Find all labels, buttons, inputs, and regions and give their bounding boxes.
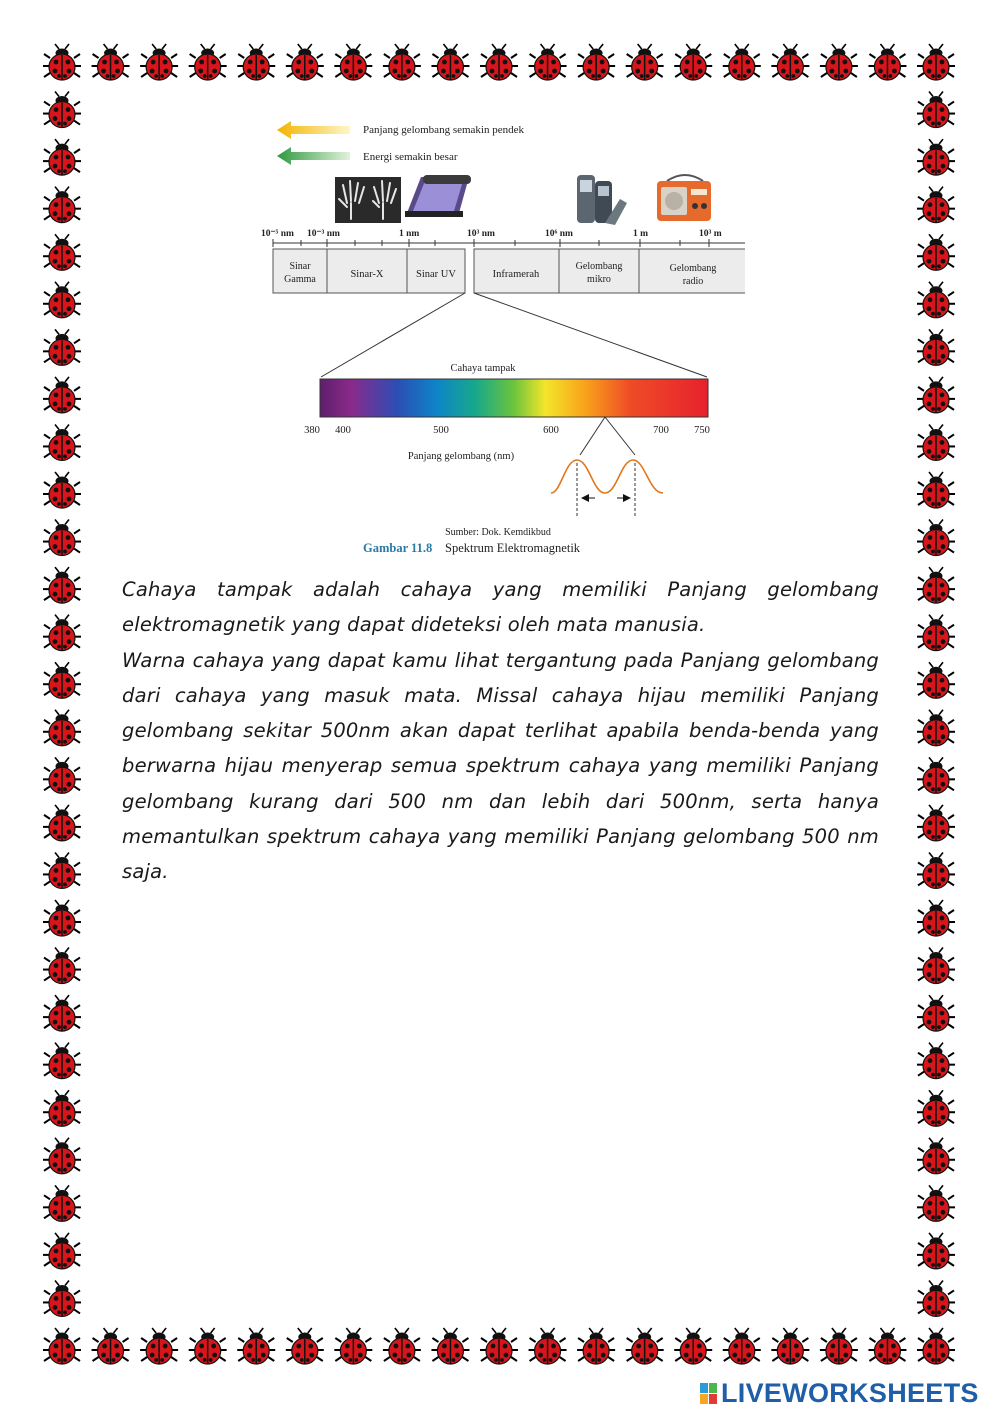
tick-label: 750 bbox=[694, 425, 710, 436]
ladybug-icon bbox=[43, 377, 81, 413]
wavelength-axis-label: Panjang gelombang (nm) bbox=[407, 451, 515, 462]
ladybug-icon bbox=[917, 92, 955, 128]
ladybug-icon bbox=[43, 1185, 81, 1221]
tick-label: 400 bbox=[335, 425, 351, 436]
ladybug-icon bbox=[43, 567, 81, 603]
band-gamma-line2: Gamma bbox=[284, 274, 316, 285]
ladybug-icon bbox=[917, 567, 955, 603]
ladybug-icon bbox=[723, 44, 761, 80]
ladybug-icon bbox=[917, 377, 955, 413]
ladybug-icon bbox=[92, 44, 130, 80]
ladybug-icon bbox=[189, 1328, 227, 1364]
ladybug-icon bbox=[334, 44, 372, 80]
uv-lamp-image bbox=[405, 175, 471, 217]
ladybug-icon bbox=[917, 520, 955, 556]
ladybug-icon bbox=[43, 139, 81, 175]
ladybug-icon bbox=[43, 329, 81, 365]
scale-labels bbox=[261, 229, 722, 239]
mobile-phones-image bbox=[577, 175, 627, 225]
ladybug-icon bbox=[43, 900, 81, 936]
ladybug-icon bbox=[43, 805, 81, 841]
ladybug-icon bbox=[917, 710, 955, 746]
ladybug-icon bbox=[92, 1328, 130, 1364]
ladybug-icon bbox=[431, 44, 469, 80]
tick-label: 380 bbox=[304, 425, 320, 436]
visible-ticks bbox=[304, 425, 710, 436]
ladybug-icon bbox=[917, 187, 955, 223]
ladybug-icon bbox=[917, 1090, 955, 1126]
ladybug-icon bbox=[43, 948, 81, 984]
ladybug-icon bbox=[43, 472, 81, 508]
ladybug-icon bbox=[820, 1328, 858, 1364]
scale-label: 10³ nm bbox=[467, 229, 495, 239]
ladybug-icon bbox=[189, 44, 227, 80]
ladybug-icon bbox=[917, 329, 955, 365]
ladybug-icon bbox=[43, 1090, 81, 1126]
ladybug-icon bbox=[480, 1328, 518, 1364]
band-gamma-line1: Sinar bbox=[289, 261, 311, 272]
ladybug-icon bbox=[917, 1043, 955, 1079]
ladybug-icon bbox=[917, 1233, 955, 1269]
figure-caption-text: Spektrum Elektromagnetik bbox=[445, 541, 581, 555]
ladybug-icon bbox=[43, 92, 81, 128]
ladybug-icon bbox=[43, 852, 81, 888]
band-infrared: Inframerah bbox=[492, 269, 540, 280]
arrow-shorter-wavelength bbox=[277, 121, 350, 139]
band-radio-line1: Gelombang bbox=[669, 263, 717, 274]
ladybug-icon bbox=[577, 1328, 615, 1364]
ladybug-icon bbox=[383, 44, 421, 80]
figure-caption-number: Gambar 11.8 bbox=[363, 541, 433, 555]
ladybug-icon bbox=[917, 995, 955, 1031]
arrow-short-label: Panjang gelombang semakin pendek bbox=[363, 124, 524, 136]
ladybug-icon bbox=[43, 1233, 81, 1269]
tick-label: 700 bbox=[653, 425, 669, 436]
ladybug-icon bbox=[529, 1328, 567, 1364]
figure-source: Sumber: Dok. Kemdikbud bbox=[445, 527, 551, 538]
ladybug-icon bbox=[334, 1328, 372, 1364]
ladybug-icon bbox=[917, 615, 955, 651]
ladybug-icon bbox=[286, 44, 324, 80]
paragraph: Cahaya tampak adalah cahaya yang memiliki Panjang gelombang elektromagnetik yang dapat dideteksi oleh mata manusia. bbox=[122, 578, 879, 637]
ladybug-icon bbox=[917, 282, 955, 318]
ladybug-icon bbox=[43, 1328, 81, 1364]
band-xray: Sinar-X bbox=[350, 269, 384, 280]
ladybug-icon bbox=[917, 424, 955, 460]
body-text bbox=[122, 572, 879, 890]
scale-label: 1 nm bbox=[399, 229, 420, 239]
ladybug-icon bbox=[43, 282, 81, 318]
ladybug-icon bbox=[43, 757, 81, 793]
ladybug-icon bbox=[917, 805, 955, 841]
ladybug-icon bbox=[43, 710, 81, 746]
ladybug-icon bbox=[674, 44, 712, 80]
ladybug-icon bbox=[43, 615, 81, 651]
xray-hands-image bbox=[335, 177, 401, 223]
zoom-line-left bbox=[321, 293, 465, 377]
liveworksheets-logo bbox=[700, 1376, 979, 1410]
scale-label: 10⁻³ nm bbox=[307, 229, 340, 239]
ladybug-icon bbox=[917, 900, 955, 936]
ladybug-icon bbox=[43, 995, 81, 1031]
ladybug-icon bbox=[577, 44, 615, 80]
ladybug-icon bbox=[917, 852, 955, 888]
ladybug-icon bbox=[237, 1328, 275, 1364]
visible-spectrum-bar bbox=[320, 379, 708, 417]
ladybug-icon bbox=[43, 424, 81, 460]
brand-squares-icon bbox=[700, 1383, 717, 1404]
scale-label: 1 m bbox=[633, 229, 649, 239]
ladybug-icon bbox=[43, 234, 81, 270]
ladybug-icon bbox=[43, 1280, 81, 1316]
ladybug-icon bbox=[917, 662, 955, 698]
ladybug-icon bbox=[771, 44, 809, 80]
arrow-energy-label: Energi semakin besar bbox=[363, 151, 458, 163]
ladybug-icon bbox=[43, 1138, 81, 1174]
scale-label: 10⁻⁵ nm bbox=[261, 229, 294, 239]
band-microwave-line1: Gelombang bbox=[575, 261, 623, 272]
ladybug-icon bbox=[723, 1328, 761, 1364]
ladybug-icon bbox=[383, 1328, 421, 1364]
ladybug-icon bbox=[43, 187, 81, 223]
ladybug-icon bbox=[480, 44, 518, 80]
scale-ruler bbox=[273, 239, 745, 247]
brand-name: LIVEWORKSHEETS bbox=[721, 1377, 979, 1408]
ladybug-icon bbox=[43, 662, 81, 698]
ladybug-icon bbox=[674, 1328, 712, 1364]
ladybug-icon bbox=[237, 44, 275, 80]
ladybug-icon bbox=[43, 520, 81, 556]
paragraph: Warna cahaya yang dapat kamu lihat tergantung pada Panjang gelombang dari cahaya yang masuk mata. Missal cahaya hijau memiliki Panjang gelombang sekitar 500nm akan dapat terlihat apabila benda-benda yang berwarna hijau menyerap semua spektrum cahaya yang memiliki Panjang gelombang kurang dari 500 nm dan lebih dari 500nm, serta hanya memantulkan spektrum cahaya yang memiliki Panjang gelombang 500 nm saja. bbox=[122, 648, 879, 884]
band-uv: Sinar UV bbox=[416, 269, 456, 280]
wave-illustration bbox=[551, 417, 663, 517]
ladybug-icon bbox=[820, 44, 858, 80]
tick-label: 500 bbox=[433, 425, 449, 436]
em-spectrum-figure bbox=[255, 115, 745, 560]
ladybug-icon bbox=[140, 1328, 178, 1364]
tick-label: 600 bbox=[543, 425, 559, 436]
visible-light-title: Cahaya tampak bbox=[450, 363, 516, 374]
ladybug-icon bbox=[917, 1138, 955, 1174]
band-radio-line2: radio bbox=[682, 276, 704, 287]
ladybug-icon bbox=[529, 44, 567, 80]
ladybug-icon bbox=[917, 1328, 955, 1364]
spectrum-bands bbox=[273, 249, 745, 293]
ladybug-icon bbox=[431, 1328, 469, 1364]
ladybug-icon bbox=[43, 1043, 81, 1079]
scale-label: 10³ m bbox=[699, 229, 722, 239]
ladybug-icon bbox=[917, 948, 955, 984]
ladybug-icon bbox=[868, 44, 906, 80]
arrow-higher-energy bbox=[277, 147, 350, 165]
band-microwave-line2: mikro bbox=[587, 274, 611, 285]
ladybug-icon bbox=[626, 1328, 664, 1364]
ladybug-icon bbox=[917, 472, 955, 508]
ladybug-icon bbox=[868, 1328, 906, 1364]
scale-label: 10⁶ nm bbox=[545, 229, 573, 239]
radio-image bbox=[657, 175, 711, 221]
ladybug-icon bbox=[917, 234, 955, 270]
ladybug-icon bbox=[43, 44, 81, 80]
ladybug-icon bbox=[286, 1328, 324, 1364]
ladybug-icon bbox=[917, 757, 955, 793]
ladybug-icon bbox=[917, 1185, 955, 1221]
ladybug-icon bbox=[140, 44, 178, 80]
ladybug-icon bbox=[626, 44, 664, 80]
ladybug-icon bbox=[917, 44, 955, 80]
ladybug-icon bbox=[917, 139, 955, 175]
ladybug-icon bbox=[771, 1328, 809, 1364]
ladybug-icon bbox=[917, 1280, 955, 1316]
